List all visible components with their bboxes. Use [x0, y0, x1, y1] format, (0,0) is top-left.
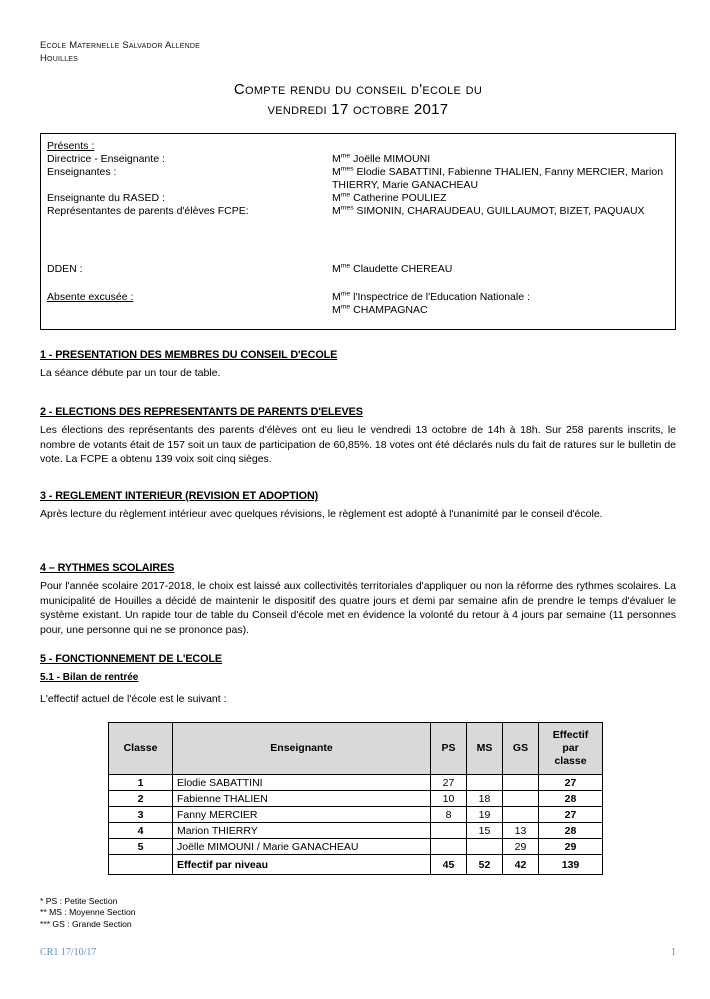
- school-identity: [40, 40, 200, 65]
- attendees-label-dden: DDEN :: [47, 263, 83, 275]
- attendees-present-label: Présents :: [47, 140, 95, 152]
- cell-ps: 27: [431, 775, 467, 791]
- section-body-5: L'effectif actuel de l'école est le suivant :: [40, 693, 227, 705]
- cell-enseignante: Fabienne THALIEN: [173, 791, 431, 807]
- footer-page-number: 1: [671, 947, 676, 958]
- cell-ms-total: 52: [467, 855, 503, 875]
- cell-ps: [431, 823, 467, 839]
- table-row: [109, 823, 603, 839]
- cell-enseignante: Marion THIERRY: [173, 823, 431, 839]
- cell-ps: 10: [431, 791, 467, 807]
- attendees-absent-label: Absente excusée :: [47, 291, 134, 303]
- cell-gs: [503, 791, 539, 807]
- cell-classe: 5: [109, 839, 173, 855]
- school-name: Ecole Maternelle Salvador Allende: [40, 40, 200, 51]
- attendees-label-rased: Enseignante du RASED :: [47, 192, 165, 204]
- cell-ps-total: 45: [431, 855, 467, 875]
- cell-effectif: 28: [539, 791, 603, 807]
- cell-gs: 13: [503, 823, 539, 839]
- attendees-value-directrice: $M^{me}$ Joëlle MIMOUNI: [332, 152, 431, 165]
- cell-effectif: 27: [539, 807, 603, 823]
- footnote-gs: *** GS : Grande Section: [40, 918, 132, 929]
- attendees-box: [40, 133, 676, 330]
- table-total-row: [109, 855, 603, 875]
- cell-ms: [467, 775, 503, 791]
- section-body-4: Pour l'année scolaire 2017-2018, le choix est laissé aux collectivités territoriales d'appliquer ou non la réforme des rythmes scolaires. La municipalité de Houilles a décidé de maintenir le dispositif des quatre jours et demi par semaine afin de prendre le temps d'évaluer le système existant. Un rapide tour de table du Conseil d'école met en évidence la volonté du retour à 4 jours par semaine (11 personnes pour, une personne qui ne se prononce pas).: [40, 580, 676, 636]
- cell-enseignante: Joëlle MIMOUNI / Marie GANACHEAU: [173, 839, 431, 855]
- cell-total-label: Effectif par niveau: [173, 855, 431, 875]
- cell-classe: 2: [109, 791, 173, 807]
- col-header-effectif-line1: Effectif: [552, 729, 589, 741]
- attendees-value-fcpe: $M^{mes}$ SIMONIN, CHARAUDEAU, GUILLAUMOT, BIZET, PAQUAUX: [332, 204, 645, 217]
- table-row: [109, 791, 603, 807]
- section-body-3: Après lecture du règlement intérieur avec quelques révisions, le règlement est adopté à l'unanimité par le conseil d'école.: [40, 508, 603, 520]
- attendees-value-enseignantes: $M^{mes}$ Elodie SABATTINI, Fabienne THALIEN, Fanny MERCIER, Marion THIERRY, Marie GANACHEAU: [332, 165, 664, 191]
- col-header-classe: Classe: [109, 723, 173, 775]
- cell-classe: 3: [109, 807, 173, 823]
- col-header-effectif-line3: classe: [554, 755, 587, 767]
- section-heading-3: 3 - REGLEMENT INTERIEUR (REVISION ET ADOPTION): [40, 490, 319, 502]
- attendees-absent-value: $M^{me}$ l'Inspectrice de l'Education Nationale : $M^{me}$ CHAMPAGNAC: [332, 290, 530, 316]
- col-header-ms: MS: [467, 723, 503, 775]
- cell-effectif-total: 139: [539, 855, 603, 875]
- section-heading-2: 2 - ELECTIONS DES REPRESENTANTS DE PARENTS D'ELEVES: [40, 406, 363, 418]
- page-title: [40, 80, 676, 120]
- cell-classe: 4: [109, 823, 173, 839]
- doc-title-line1: Compte rendu du conseil d'ecole du: [233, 81, 483, 98]
- section-heading-4: 4 – RYTHMES SCOLAIRES: [40, 562, 175, 574]
- doc-title-line2: vendredi 17 octobre 2017: [267, 101, 449, 118]
- cell-classe-total: [109, 855, 173, 875]
- cell-gs-total: 42: [503, 855, 539, 875]
- cell-gs: [503, 807, 539, 823]
- attendees-label-directrice: Directrice - Enseignante :: [47, 153, 165, 165]
- cell-ms: 19: [467, 807, 503, 823]
- table-row: [109, 839, 603, 855]
- effectif-table: [108, 722, 603, 875]
- footnote-ps: * PS : Petite Section: [40, 896, 118, 906]
- school-city: Houilles: [40, 52, 79, 64]
- section-heading-5: 5 - FONCTIONNEMENT DE L'ECOLE: [40, 653, 223, 665]
- cell-ms: 18: [467, 791, 503, 807]
- cell-effectif: 28: [539, 823, 603, 839]
- cell-enseignante: Fanny MERCIER: [173, 807, 431, 823]
- footnote-ms: ** MS : Moyenne Section: [40, 907, 136, 918]
- section-body-2: Les élections des représentants des parents d'élèves ont eu lieu le vendredi 13 octobre de 14h à 18h. Sur 258 parents inscrits, le nombre de votants était de 157 soit un taux de participation de 60,85%. 18 votes ont été déclarés nuls du fait de ratures sur le bulletin de vote. La FCPE a obtenu 139 voix soit cinq sièges.: [40, 424, 676, 466]
- col-header-gs: GS: [503, 723, 539, 775]
- cell-gs: [503, 775, 539, 791]
- col-header-effectif-par-classe: [539, 723, 603, 775]
- cell-effectif: 27: [539, 775, 603, 791]
- attendees-label-enseignantes: Enseignantes :: [47, 166, 117, 178]
- cell-gs: 29: [503, 839, 539, 855]
- cell-ps: 8: [431, 807, 467, 823]
- table-header-row: [109, 723, 603, 775]
- table-row: [109, 807, 603, 823]
- cell-enseignante: Elodie SABATTINI: [173, 775, 431, 791]
- attendees-value-dden: $M^{me}$ Claudette CHEREAU: [332, 262, 453, 275]
- section-subheading-5-1: 5.1 - Bilan de rentrée: [40, 672, 139, 683]
- cell-ms: [467, 839, 503, 855]
- footnotes: [40, 896, 136, 930]
- col-header-effectif-line2: par: [562, 742, 579, 754]
- attendees-value-rased: $M^{me}$ Catherine POULIEZ: [332, 191, 447, 204]
- table-row: [109, 775, 603, 791]
- cell-classe: 1: [109, 775, 173, 791]
- section-heading-1: 1 - PRESENTATION DES MEMBRES DU CONSEIL D'ECOLE: [40, 349, 338, 361]
- cell-effectif: 29: [539, 839, 603, 855]
- footer-document-ref: CR1 17/10/17: [40, 947, 97, 958]
- section-body-1: La séance débute par un tour de table.: [40, 367, 221, 379]
- col-header-ps: PS: [431, 723, 467, 775]
- cell-ps: [431, 839, 467, 855]
- col-header-enseignante: Enseignante: [173, 723, 431, 775]
- cell-ms: 15: [467, 823, 503, 839]
- attendees-label-fcpe: Représentantes de parents d'élèves FCPE:: [47, 205, 249, 217]
